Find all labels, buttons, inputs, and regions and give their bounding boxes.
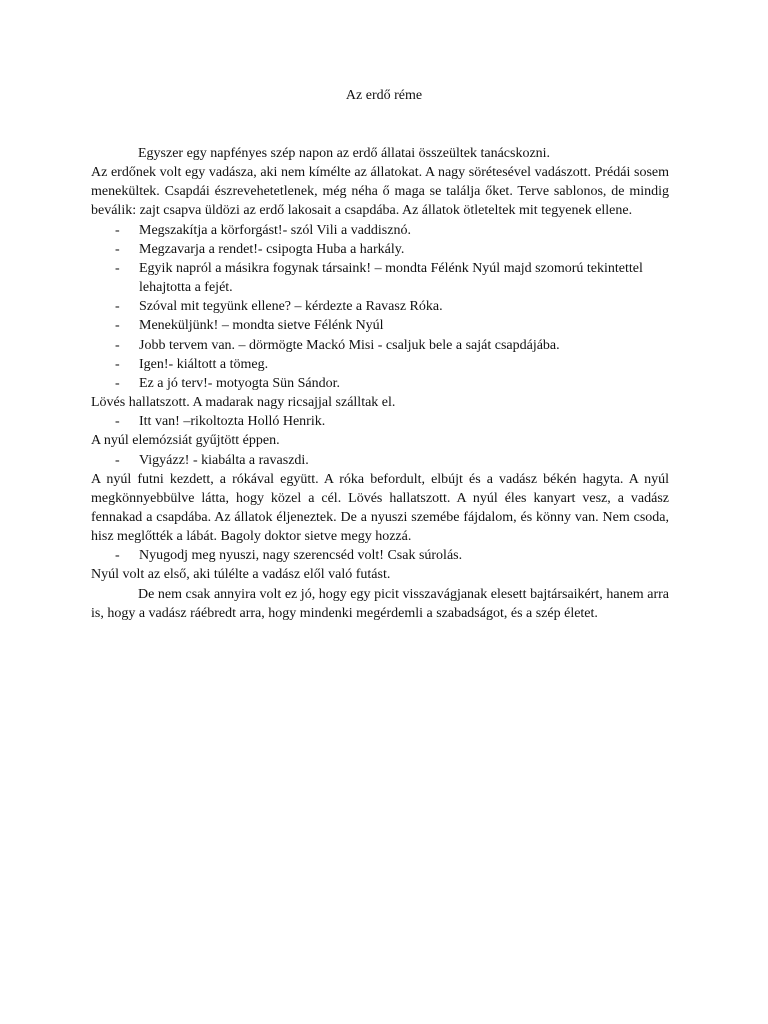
dialogue-line [91,546,669,565]
dialogue-text: Vigyázz! - kiabálta a ravaszdi. [139,452,309,468]
dialogue-line [91,336,669,355]
dash-bullet: - [115,299,120,315]
dialogue-text: Nyugodj meg nyuszi, nagy szerencséd volt! Csak súrolás. [139,548,463,564]
dialogue-text: Megszakítja a körforgást!- szól Vili a vaddisznó. [139,222,411,238]
dash-bullet: - [115,548,120,564]
dialogue-list [91,221,669,393]
dash-bullet: - [115,414,120,430]
dialogue-text: Igen!- kiáltott a tömeg. [139,356,269,372]
paragraph: Lövés hallatszott. A madarak nagy ricsajjal szálltak el. [91,395,396,411]
dialogue-list [91,546,669,565]
dialogue-line [91,259,669,297]
paragraph: Egyszer egy napfényes szép napon az erdő állatai összeültek tanácskozni. [138,146,551,161]
dialogue-text: Ez a jó terv!- motyogta Sün Sándor. [139,375,341,391]
dialogue-line [91,355,669,374]
dash-bullet: - [115,356,120,372]
dialogue-line [91,316,669,335]
dash-bullet: - [115,318,120,334]
dialogue-text: Szóval mit tegyünk ellene? – kérdezte a Ravasz Róka. [139,299,443,315]
dialogue-text: Meneküljünk! – mondta sietve Félénk Nyúl [139,318,384,334]
dialogue-line [91,451,669,470]
dialogue-list [91,451,669,470]
paragraph: A nyúl elemózsiát gyűjtött éppen. [91,433,280,449]
paragraph: Az erdőnek volt egy vadásza, aki nem kímélte az állatokat. A nagy sörétesével vadászott. Prédái sosem menekültek. Csapdái észrevehetetlenek, még néha ő maga se találja őket. Terve sablonos, de mindig beválik: zajt csapva üldözi az erdő lakosait a csapdába. Az állatok ötleteltek mit tegyenek ellene. [91,165,669,219]
paragraph: Nyúl volt az első, aki túlélte a vadász elől való futást. [91,567,391,583]
dash-bullet: - [115,452,120,468]
dialogue-line [91,374,669,393]
dialogue-text: Itt van! –rikoltozta Holló Henrik. [139,414,326,430]
dialogue-line [91,297,669,316]
dialogue-line [91,240,669,259]
dialogue-list [91,412,669,431]
dialogue-text: Egyik napról a másikra fogynak társaink! – mondta Félénk Nyúl majd szomorú tekintettel lehajtotta a fejét. [139,260,643,296]
dialogue-line [91,221,669,240]
dash-bullet: - [115,222,120,238]
document-body [91,144,669,623]
dialogue-line [91,412,669,431]
dash-bullet: - [115,241,120,257]
document-title: Az erdő réme [345,88,423,103]
dialogue-text: Jobb tervem van. – dörmögte Mackó Misi - csaljuk bele a saját csapdájába. [139,337,560,353]
paragraph: A nyúl futni kezdett, a rókával együtt. A róka befordult, elbújt és a vadász békén hagyta. A nyúl megkönnyebbülve látta, hogy közel a cél. Lövés hallatszott. A nyúl éles kanyart vesz, a vadász fennakad a csapdába. Az állatok éljeneztek. De a nyuszi szemébe fájdalom, és könny van. Nem csoda, hisz meglőtték a lábát. Bagoly doktor sietve megy hozzá. [91,471,669,545]
dash-bullet: - [115,375,120,391]
dash-bullet: - [115,337,120,353]
dialogue-text: Megzavarja a rendet!- csipogta Huba a harkály. [139,241,405,257]
paragraph: De nem csak annyira volt ez jó, hogy egy picit visszavágjanak elesett bajtársaikért, hanem arra is, hogy a vadász ráébredt arra, hogy mindenki megérdemli a szabadságot, és a szép életet. [91,586,669,621]
dash-bullet: - [115,260,120,276]
